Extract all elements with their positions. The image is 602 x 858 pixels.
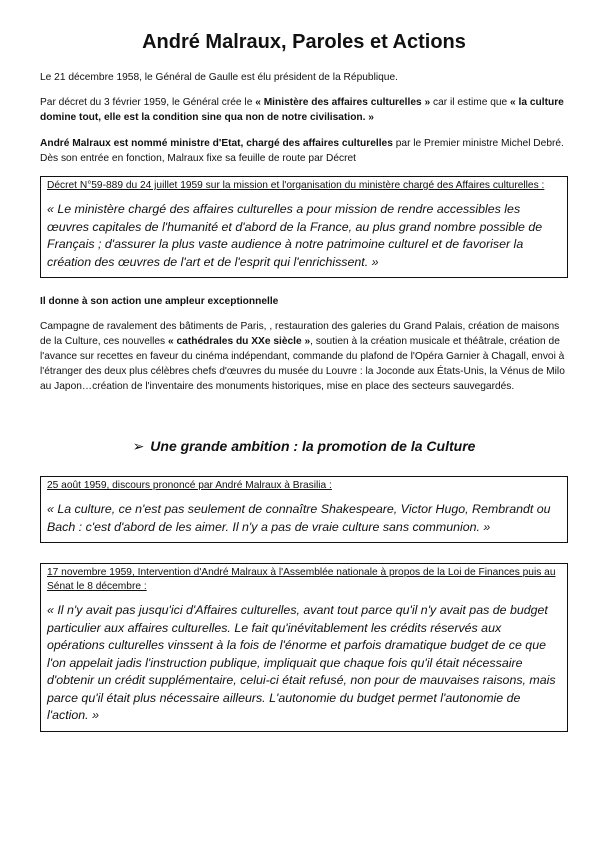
cathedrales-quote: « cathédrales du XXe siècle » [168, 336, 311, 347]
brasilia-box [40, 476, 568, 543]
ampleur-heading: Il donne à son action une ampleur exceptionnelle [40, 296, 279, 307]
assemblee-quote: « Il n'y avait pas jusqu'ici d'Affaires culturelles, avant tout parce qu'il n'y avait pas de budget particulier aux affaires culturelles. Le fait qu'inévitablement les crédits réservés aux opérations culturelles vinssent à la fois de l'énorme et parfois dramatique budget de ce que l'on appelait jadis l'instruction publique, impliquait que chaque fois qu'il était nécessaire d'obtenir un crédit supplémentaire, celui-ci était refusé, non pour de mauvaises raisons, mais parce qu'il était plus nécessaire ailleurs. L'autonomie du budget permet l'autonomie de l'action. » [47, 603, 556, 722]
assemblee-box [40, 563, 568, 732]
arrow-bullet-icon: ➢ [132, 438, 145, 454]
appointment-rest: par le Premier ministre Michel Debré. Dès son entrée en fonction, Malraux fixe sa feuille de route par Décret [40, 138, 564, 164]
decree-intro-middle: car il estime que [433, 97, 508, 108]
assemblee-heading: 17 novembre 1959, Intervention d'André Malraux à l'Assemblée nationale à propos de la Loi de Finances puis au Sénat le 8 décembre : [47, 567, 556, 592]
intro-paragraph-2 [40, 95, 568, 125]
ampleur-text-end: , soutien à la création musicale et théâtrale, création de l'avance sur recettes en faveur du cinéma indépendant, commande du plafond de l'Opéra Garnier à Chagall, envoi à l'étranger des deux plus célèbres chefs d'œuvres du musée du Louvre : la Joconde aux États-Unis, la Vénus de Milo au Japon…création de l'inventaire des monuments historiques, mise en place des secteurs sauvegardés. [40, 336, 565, 392]
intro-paragraph-1: Le 21 décembre 1958, le Général de Gaulle est élu président de la République. [40, 72, 398, 83]
document-title: André Malraux, Paroles et Actions [142, 31, 466, 53]
decree-heading: Décret N°59-889 du 24 juillet 1959 sur la mission et l'organisation du ministère chargé des Affaires culturelles : [47, 180, 545, 191]
decree-intro-text: Par décret du 3 février 1959, le Général crée le [40, 97, 253, 108]
ampleur-paragraph [40, 319, 568, 394]
brasilia-heading: 25 août 1959, discours prononcé par André Malraux à Brasilia : [47, 480, 332, 491]
ampleur-text-start: Campagne de ravalement des bâtiments de Paris, , restauration des galeries du Grand Palais, création de maisons de la Culture, ces nouvelles [40, 321, 560, 347]
section-title: Une grande ambition : la promotion de la Culture [150, 438, 476, 454]
section-heading [40, 436, 568, 456]
de-gaulle-quote: « la culture domine tout, elle est la condition sine qua non de notre civilisation. » [40, 97, 564, 123]
malraux-appointment: André Malraux est nommé ministre d'Etat, chargé des affaires culturelles [40, 138, 393, 149]
decree-box [40, 176, 568, 278]
intro-paragraph-3 [40, 136, 568, 166]
decree-quote: « Le ministère chargé des affaires culturelles a pour mission de rendre accessibles les œuvres capitales de l'humanité et d'abord de la France, au plus grand nombre possible de Français ; d'assurer la plus vaste audience à notre patrimoine culturel et de favoriser la création des œuvres de l'art et de l'esprit qui l'enrichissent. » [47, 202, 543, 269]
ministry-name: « Ministère des affaires culturelles » [255, 97, 431, 108]
brasilia-quote: « La culture, ce n'est pas seulement de connaître Shakespeare, Victor Hugo, Rembrandt ou Bach : c'est d'abord de les aimer. Il n'y a pas de vraie culture sans communion. » [47, 502, 551, 534]
